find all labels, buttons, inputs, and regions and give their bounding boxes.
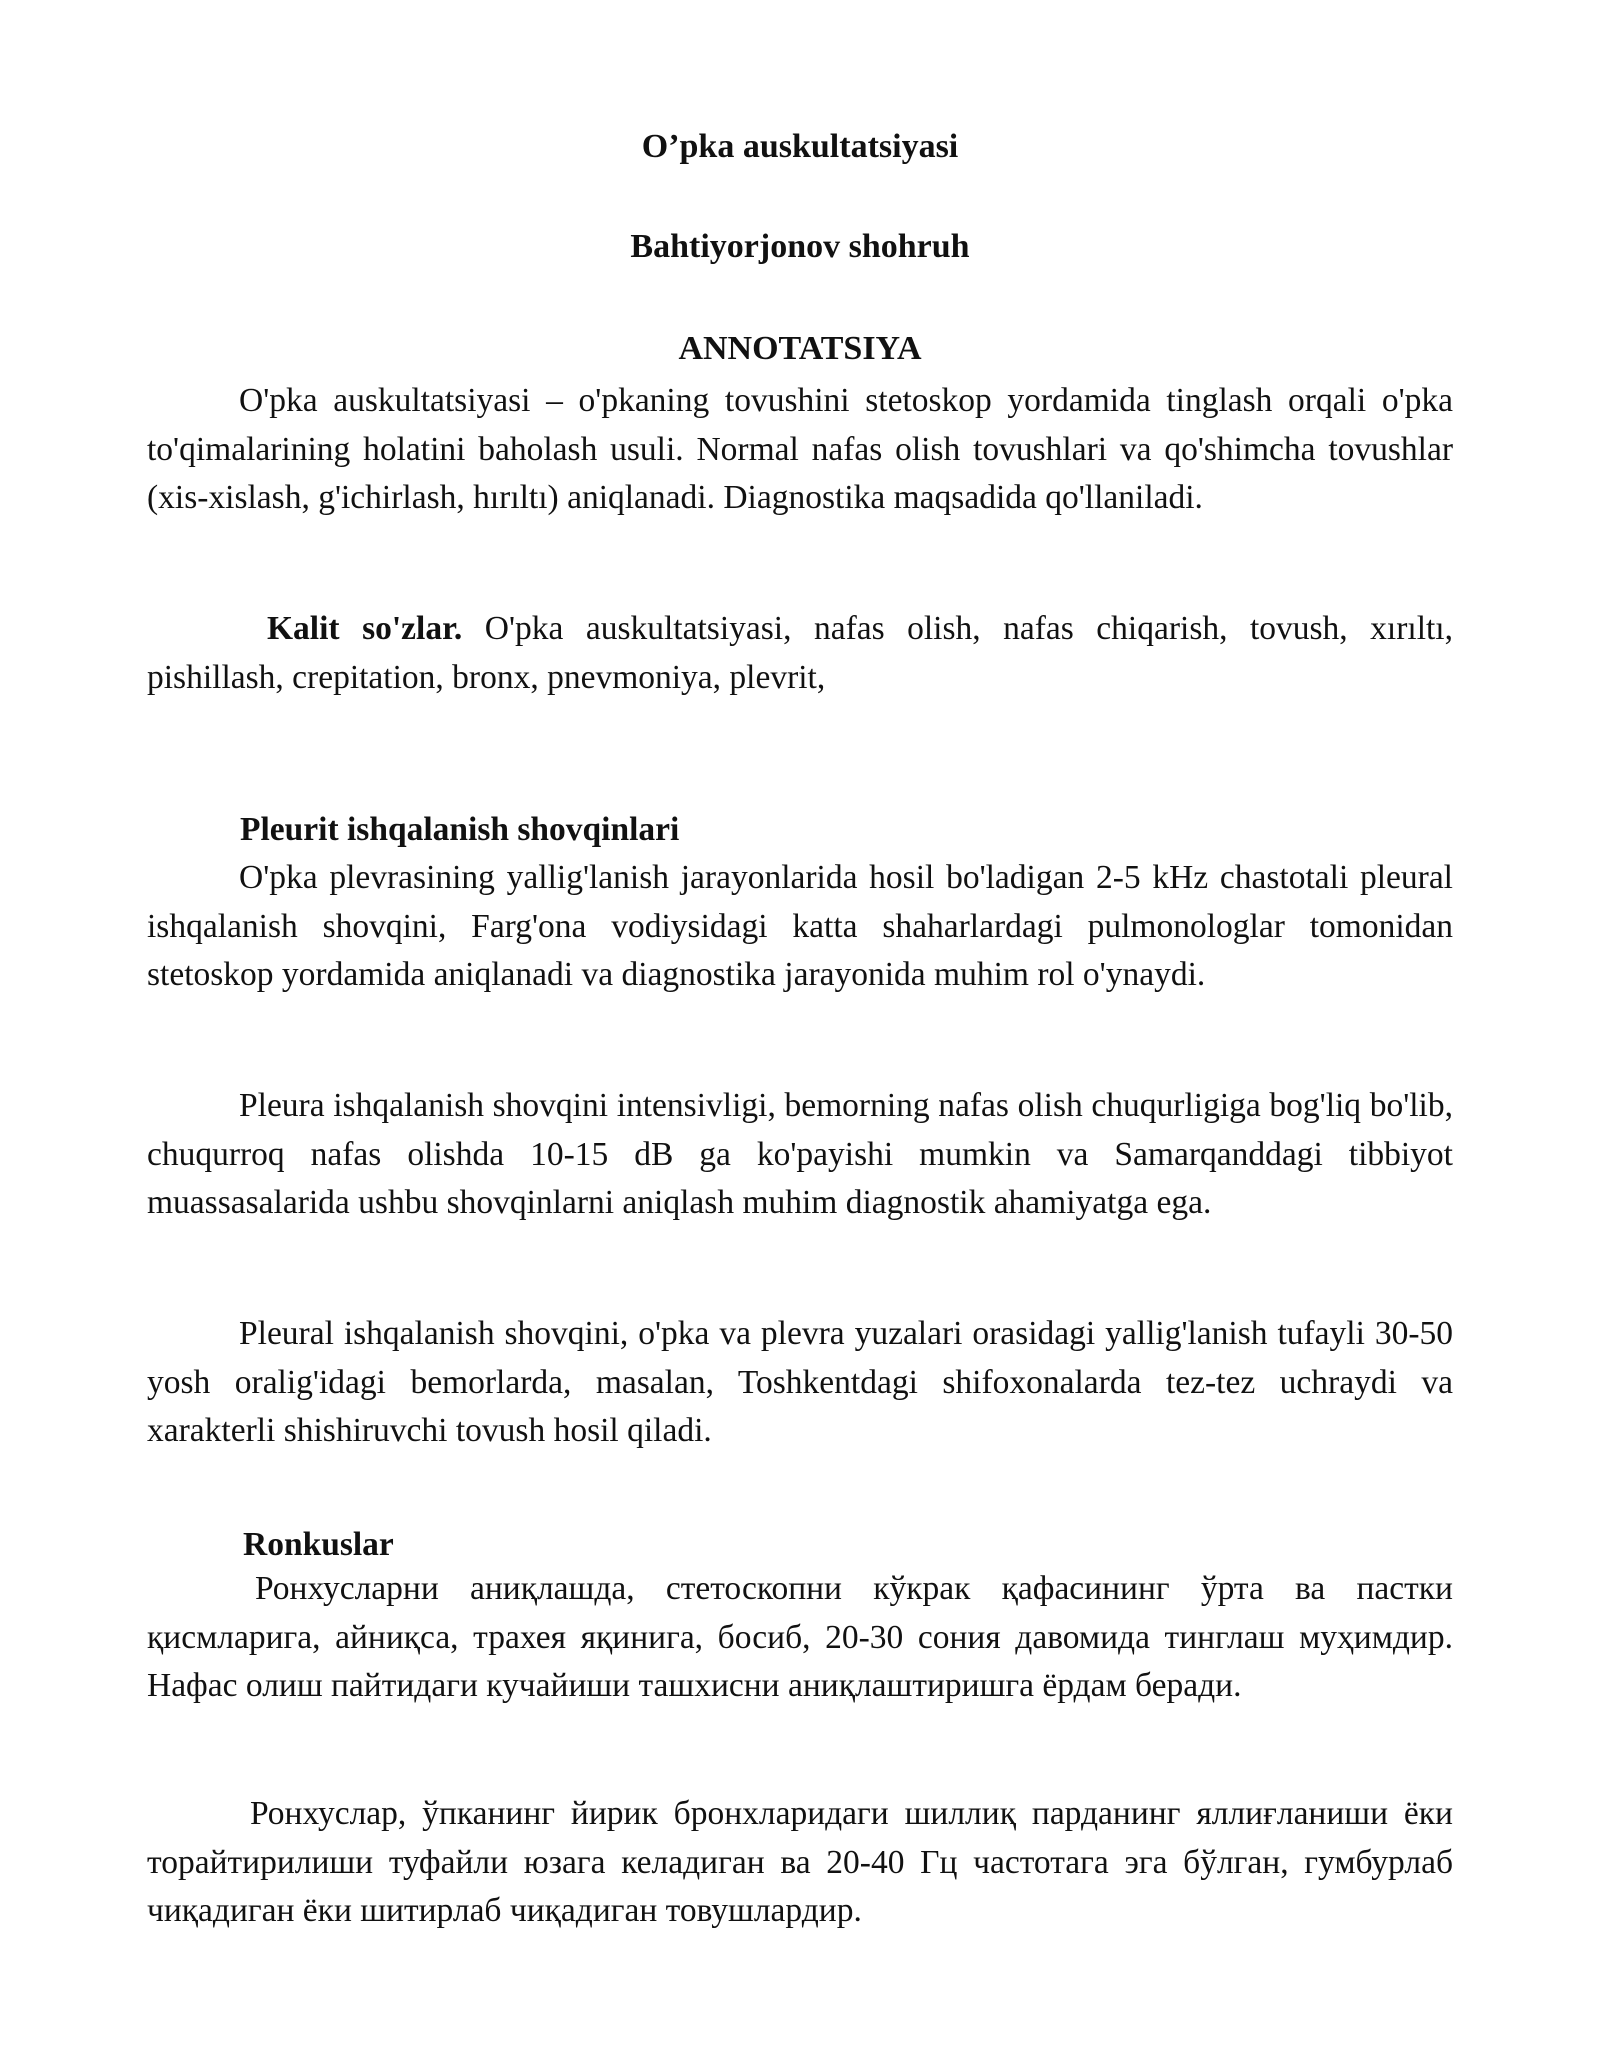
section-heading-pleurit: Pleurit ishqalanish shovqinlari <box>240 811 680 848</box>
ronkuslar-paragraph-2: Ронхуслар, ўпканинг йирик бронхларидаги шиллиқ парданинг яллиғланиши ёки торайтирилиши туфайли юзага келадиган ва 20-40 Гц частотага эга бўлган, гумбурлаб чиқадиган ёки шитирлаб чиқадиган товушлардир. <box>147 1795 1453 1929</box>
keywords-paragraph <box>147 605 1453 702</box>
abstract-heading: ANNOTATSIYA <box>678 330 922 367</box>
document-title: O’pka auskultatsiyasi <box>641 128 959 165</box>
keywords-text: O'pka auskultatsiyasi, nafas olish, nafas chiqarish, tovush, xırıltı, pishillash, crepitation, bronx, pnevmoniya, plevrit, <box>147 610 1453 696</box>
pleurit-paragraph-1: O'pka plevrasining yallig'lanish jarayonlarida hosil bo'ladigan 2-5 kHz chastotali pleural ishqalanish shovqini, Farg'ona vodiysidagi katta shaharlardagi pulmonologlar tomonidan stetoskop yordamida aniqlanadi va diagnostika jarayonida muhim rol o'ynaydi. <box>147 859 1453 993</box>
keywords-label: Kalit so'zlar. <box>267 610 463 647</box>
author-name: Bahtiyorjonov shohruh <box>630 228 970 265</box>
abstract-paragraph <box>147 377 1453 523</box>
ronkuslar-paragraph-1: Ронхусларни аниқлашда, стетоскопни кўкрак қафасининг ўрта ва пастки қисмларига, айниқса, трахея яқинига, босиб, 20-30 сония давомида тинглаш муҳимдир. Нафас олиш пайтидаги кучайиши ташхисни аниқлаштиришга ёрдам беради. <box>147 1570 1453 1704</box>
pleurit-paragraph-3: Pleural ishqalanish shovqini, o'pka va plevra yuzalari orasidagi yallig'lanish tufayli 30-50 yosh oralig'idagi bemorlarda, masalan, Toshkentdagi shifoxonalarda tez-tez uchraydi va xarakterli shishiruvchi tovush hosil qiladi. <box>147 1315 1453 1449</box>
abstract-text: O'pka auskultatsiyasi – o'pkaning tovushini stetoskop yordamida tinglash orqali o'pka to'qimalarining holatini baholash usuli. Normal nafas olish tovushlari va qo'shimcha tovushlar (xis-xislash, g'ichirlash, hırıltı) aniqlanadi. Diagnostika maqsadida qo'llaniladi. <box>147 382 1453 516</box>
pleurit-paragraph-2: Pleura ishqalanish shovqini intensivligi, bemorning nafas olish chuqurligiga bog'liq bo'lib, chuqurroq nafas olishda 10-15 dB ga ko'payishi mumkin va Samarqanddagi tibbiyot muassasalarida ushbu shovqinlarni aniqlash muhim diagnostik ahamiyatga ega. <box>147 1087 1453 1221</box>
section-heading-ronkuslar: Ronkuslar <box>243 1526 394 1563</box>
